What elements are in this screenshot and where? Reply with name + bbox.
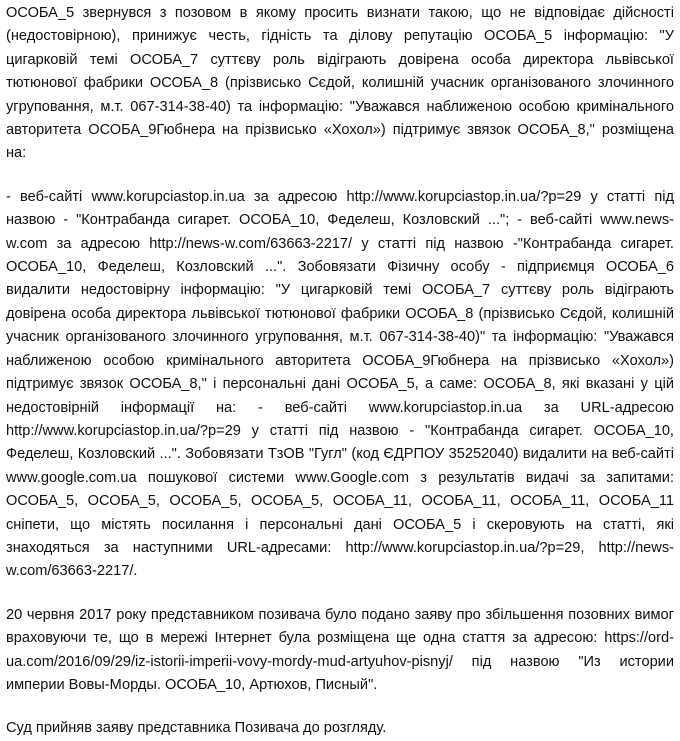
paragraph-spacer xyxy=(6,697,674,717)
paragraph-amendment: 20 червня 2017 року представником позивача було подано заяву про збільшення позовних вимог враховуючи те, що в мережі Інтернет була розміщена ще одна стаття за адресою: https://ord-ua.com/2016/09/29/iz-istorii-imperii-vovy-mordy-mud-artyuhov-pisnyj/ під назвою "Из истории империи Вовы-Морды. ОСОБА_10, Артюхов, Писный". xyxy=(6,606,674,693)
paragraph-websites: - веб-сайті www.korupciastop.in.ua за адресою http://www.korupciastop.in.ua/?p=29 у статті під назвою - "Контрабанда сигарет. ОСОБА_10, Феделеш, Козловский ..."; - веб-сайті www.news-w.com за адресою http://news-w.com/63663-2217/ у статті під назвою -"Контрабанда сигарет. ОСОБА_10, Феделеш, Козловский ...". Зобовязати Фізичну особу - підприємця ОСОБА_6 видалити недостовірну інформацію: "У цигарковій темі ОСОБА_7 суттєву роль відіграють довірена особа директора львівської тютюнової фабрики ОСОБА_8 (прізвисько Сєдой, колишній учасник організованого злочинного угруповання, м.т. 067-314-38-40)" та інформацію: "Уважався наближеною особою кримінального авторитета ОСОБА_9Гюбнера на прізвисько «Хохол») підтримує звязок ОСОБА_8," і персональні дані ОСОБА_5, а саме: ОСОБА_8, які вказані у цій недостовірній інформації на: - веб-сайті www.korupciastop.in.ua за URL-адресою http://www.korupciastop.in.ua/?p=29 у статті під назвою - "Контрабанда сигарет. ОСОБА_10, Феделеш, Козловский ...". Зобовязати ТзОВ "Гугл" (код ЄДРПОУ 35252040) видалити на веб-сайті www.google.com.ua пошукової системи www.Google.com з результатів видачі за запитами: ОСОБА_5, ОСОБА_5, ОСОБА_5, ОСОБА_5, ОСОБА_11, ОСОБА_11, ОСОБА_11, ОСОБА_11 сніпети, що містять посилання і персональні дані ОСОБА_5 і скеровують на статті, які знаходяться за наступними URL-адресами: http://www.korupciastop.in.ua/?p=29, http://news-w.com/63663-2217/. xyxy=(6,188,674,580)
paragraph-spacer xyxy=(6,166,674,186)
document-body xyxy=(6,2,674,741)
paragraph-spacer xyxy=(6,584,674,604)
paragraph-claim: ОСОБА_5 звернувся з позовом в якому просить визнати такою, що не відповідає дійсності (недостовірною), принижує честь, гідність та ділову репутацію ОСОБА_5 інформацію: "У цигарковій темі ОСОБА_7 суттєву роль відіграють довірена особа директора львівської тютюнової фабрики ОСОБА_8 (прізвисько Сєдой, колишній учасник організованого злочинного угруповання, м.т. 067-314-38-40) та інформацію: "Уважався наближеною особою кримінального авторитета ОСОБА_9Гюбнера на прізвисько «Хохол») підтримує звязок ОСОБА_8," розміщена на: xyxy=(6,5,674,162)
paragraph-court-decision: Суд прийняв заяву представника Позивача до розгляду. xyxy=(6,720,387,737)
